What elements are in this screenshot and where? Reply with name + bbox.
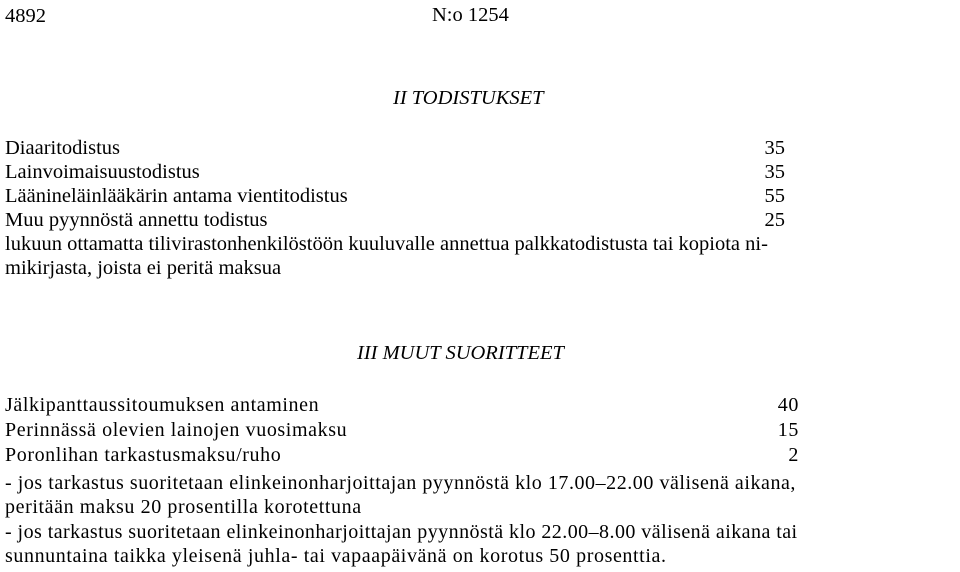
fee-item-label: Läänineläinlääkärin antama vientitodistus (5, 185, 348, 207)
document-reference: N:o 1254 (432, 4, 509, 26)
fee-item-label: Poronlihan tarkastusmaksu/ruho (5, 444, 282, 466)
surcharge-note-line: - jos tarkastus suoritetaan elinkeinonharjoittajan pyynnöstä klo 17.00–22.00 välisenä aikana, (5, 472, 796, 494)
section-heading-todistukset: II TODISTUKSET (393, 87, 544, 109)
fee-item-value: 2 (788, 444, 799, 466)
surcharge-note-line: - jos tarkastus suoritetaan elinkeinonharjoittajan pyynnöstä klo 22.00–8.00 välisenä aikana tai (5, 521, 798, 543)
fee-item-value: 15 (777, 419, 799, 441)
exception-note-line: lukuun ottamatta tilivirastonhenkilöstöön kuuluvalle annettua palkkatodistusta tai kopiota ni- (5, 233, 768, 255)
fee-item-value: 25 (764, 209, 785, 231)
fee-item-value: 40 (777, 394, 799, 416)
page-number: 4892 (5, 5, 46, 27)
fee-item-label: Jälkipanttaussitoumuksen antaminen (5, 394, 320, 416)
surcharge-note-line: sunnuntaina taikka yleisenä juhla- tai vapaapäivänä on korotus 50 prosenttia. (5, 545, 667, 567)
fee-item-label: Lainvoimaisuustodistus (5, 161, 200, 183)
fee-item-label: Diaaritodistus (5, 137, 121, 159)
fee-item-value: 35 (764, 137, 785, 159)
exception-note-line: mikirjasta, joista ei peritä maksua (5, 257, 282, 279)
fee-item-label: Muu pyynnöstä annettu todistus (5, 209, 268, 231)
fee-item-label: Perinnässä olevien lainojen vuosimaksu (5, 419, 348, 441)
fee-item-value: 35 (764, 161, 785, 183)
fee-item-value: 55 (764, 185, 785, 207)
surcharge-note-line: peritään maksu 20 prosentilla korotettuna (5, 496, 362, 518)
section-heading-muut-suoritteet: III MUUT SUORITTEET (357, 342, 564, 364)
